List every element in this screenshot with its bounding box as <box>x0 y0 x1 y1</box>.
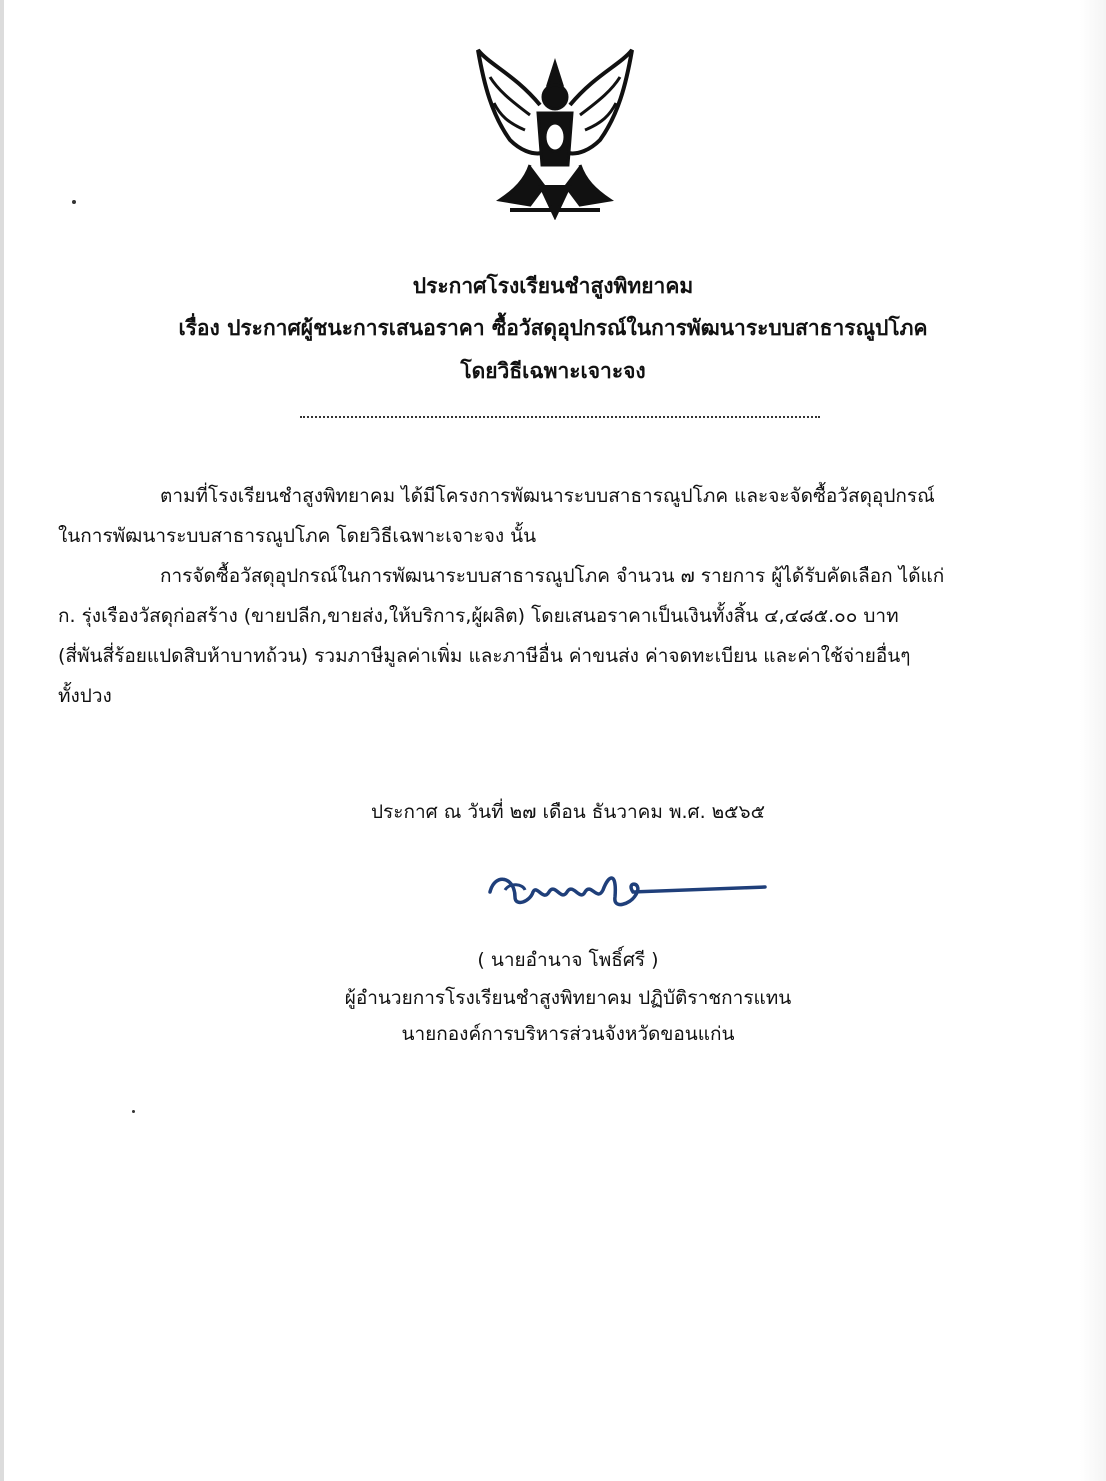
paragraph-award-line: การจัดซื้อวัสดุอุปกรณ์ในการพัฒนาระบบสาธารณูปโภค จำนวน ๗ รายการ ผู้ได้รับคัดเลือก ได้แก่ <box>160 565 945 587</box>
procurement-method: โดยวิธีเฉพาะเจาะจง <box>460 359 646 383</box>
handwritten-signature <box>485 862 775 922</box>
paragraph-award-line: (สี่พันสี่ร้อยแปดสิบห้าบาทถ้วน) รวมภาษีมูลค่าเพิ่ม และภาษีอื่น ค่าขนส่ง ค่าจดทะเบียน และค่าใช้จ่ายอื่นๆ <box>58 645 911 667</box>
paragraph-intro-line: ในการพัฒนาระบบสาธารณูปโภค โดยวิธีเฉพาะเจาะจง นั้น <box>58 525 537 547</box>
paragraph-intro <box>58 476 1088 556</box>
signatory-position-acting: นายกองค์การบริหารส่วนจังหวัดขอนแก่น <box>401 1023 735 1045</box>
paragraph-intro-line: ตามที่โรงเรียนชำสูงพิทยาคม ได้มีโครงการพัฒนาระบบสาธารณูปโภค และจะจัดซื้อวัสดุอุปกรณ์ <box>160 485 935 507</box>
paragraph-award-line: ก. รุ่งเรืองวัสดุก่อสร้าง (ขายปลีก,ขายส่ง,ให้บริการ,ผู้ผลิต) โดยเสนอราคาเป็นเงินทั้งสิ้น ๔,๔๘๕.๐๐ บาท <box>58 605 899 627</box>
paper-speck <box>132 1110 135 1113</box>
announcement-date: ประกาศ ณ วันที่ ๒๗ เดือน ธันวาคม พ.ศ. ๒๕๖๕ <box>371 801 765 823</box>
garuda-emblem-icon <box>470 45 640 220</box>
signatory-name: ( นายอำนาจ โพธิ์ศรี ) <box>477 949 659 971</box>
announcement-subject: เรื่อง ประกาศผู้ชนะการเสนอราคา ซื้อวัสดุอุปกรณ์ในการพัฒนาระบบสาธารณูปโภค <box>178 316 928 340</box>
paragraph-award <box>58 556 1088 716</box>
page-edge <box>0 0 4 1481</box>
signatory-position: ผู้อำนวยการโรงเรียนชำสูงพิทยาคม ปฏิบัติราชการแทน <box>344 987 792 1009</box>
paper-speck <box>72 200 76 204</box>
announcement-title: ประกาศโรงเรียนชำสูงพิทยาคม <box>412 274 694 298</box>
paragraph-award-line: ทั้งปวง <box>58 685 112 707</box>
dotted-divider <box>300 392 820 418</box>
